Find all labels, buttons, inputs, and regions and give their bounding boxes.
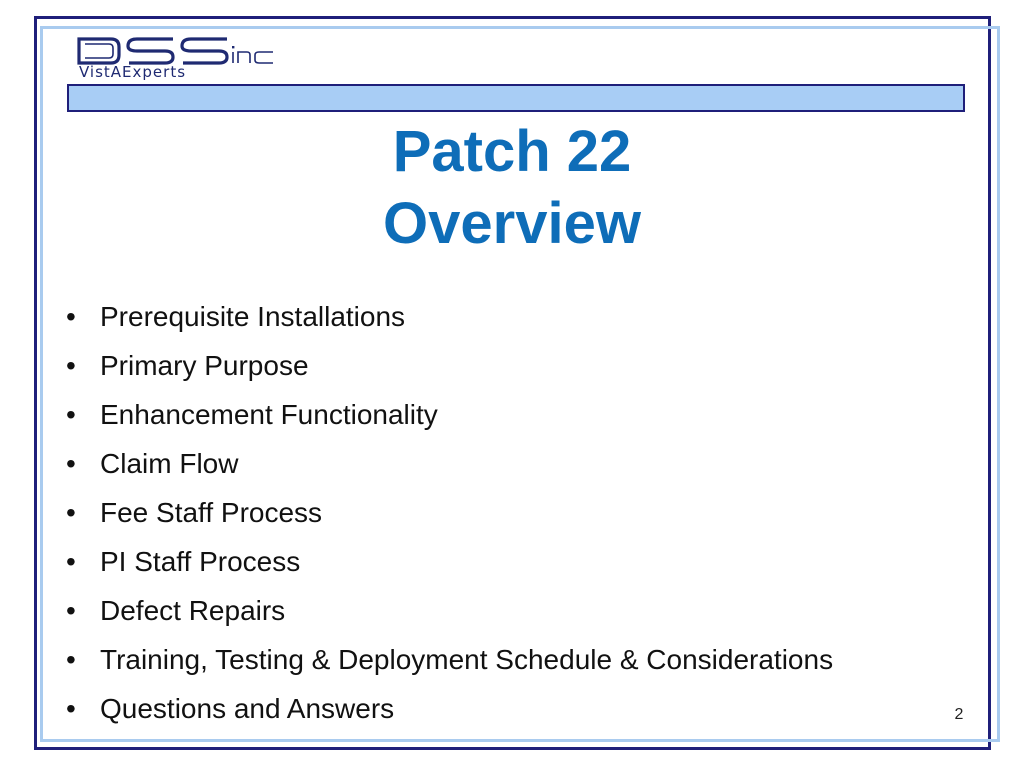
- bullet-dot: •: [66, 448, 76, 479]
- bullet-text: Fee Staff Process: [100, 497, 323, 528]
- bullet-text: Claim Flow: [100, 448, 239, 479]
- slide-title-line-1: Patch 22: [392, 119, 632, 184]
- bullet-text: Prerequisite Installations: [100, 301, 406, 332]
- bullet-text: Defect Repairs: [100, 595, 286, 626]
- bullet-dot: •: [66, 644, 76, 675]
- bullet-item: [58, 443, 958, 492]
- bullet-text: PI Staff Process: [100, 546, 301, 577]
- bullet-item: [58, 639, 958, 688]
- header-bar: [67, 84, 965, 112]
- bullet-dot: •: [66, 595, 76, 626]
- bullet-item: [58, 541, 958, 590]
- bullet-text: Training, Testing & Deployment Schedule & Considerations: [100, 644, 834, 675]
- bullet-item: [58, 492, 958, 541]
- bullet-item: [58, 590, 958, 639]
- bullet-item: [58, 688, 958, 737]
- bullet-text: Primary Purpose: [100, 350, 309, 381]
- bullet-dot: •: [66, 546, 76, 577]
- bullet-dot: •: [66, 301, 76, 332]
- page-number: 2: [954, 706, 964, 723]
- bullet-dot: •: [66, 399, 76, 430]
- bullet-dot: •: [66, 350, 76, 381]
- bullet-item: [58, 394, 958, 443]
- bullet-dot: •: [66, 497, 76, 528]
- bullet-list: [58, 296, 958, 737]
- slide-title-line-2: Overview: [383, 191, 641, 256]
- bullet-text: Enhancement Functionality: [100, 399, 438, 430]
- bullet-item: [58, 345, 958, 394]
- bullet-item: [58, 296, 958, 345]
- logo-subtitle: VistAExperts: [79, 63, 187, 81]
- dss-logo-mark: [77, 36, 287, 66]
- slide-title: [0, 116, 1024, 260]
- bullet-dot: •: [66, 693, 76, 724]
- dss-inc-logo: [77, 36, 287, 86]
- bullet-text: Questions and Answers: [100, 693, 395, 724]
